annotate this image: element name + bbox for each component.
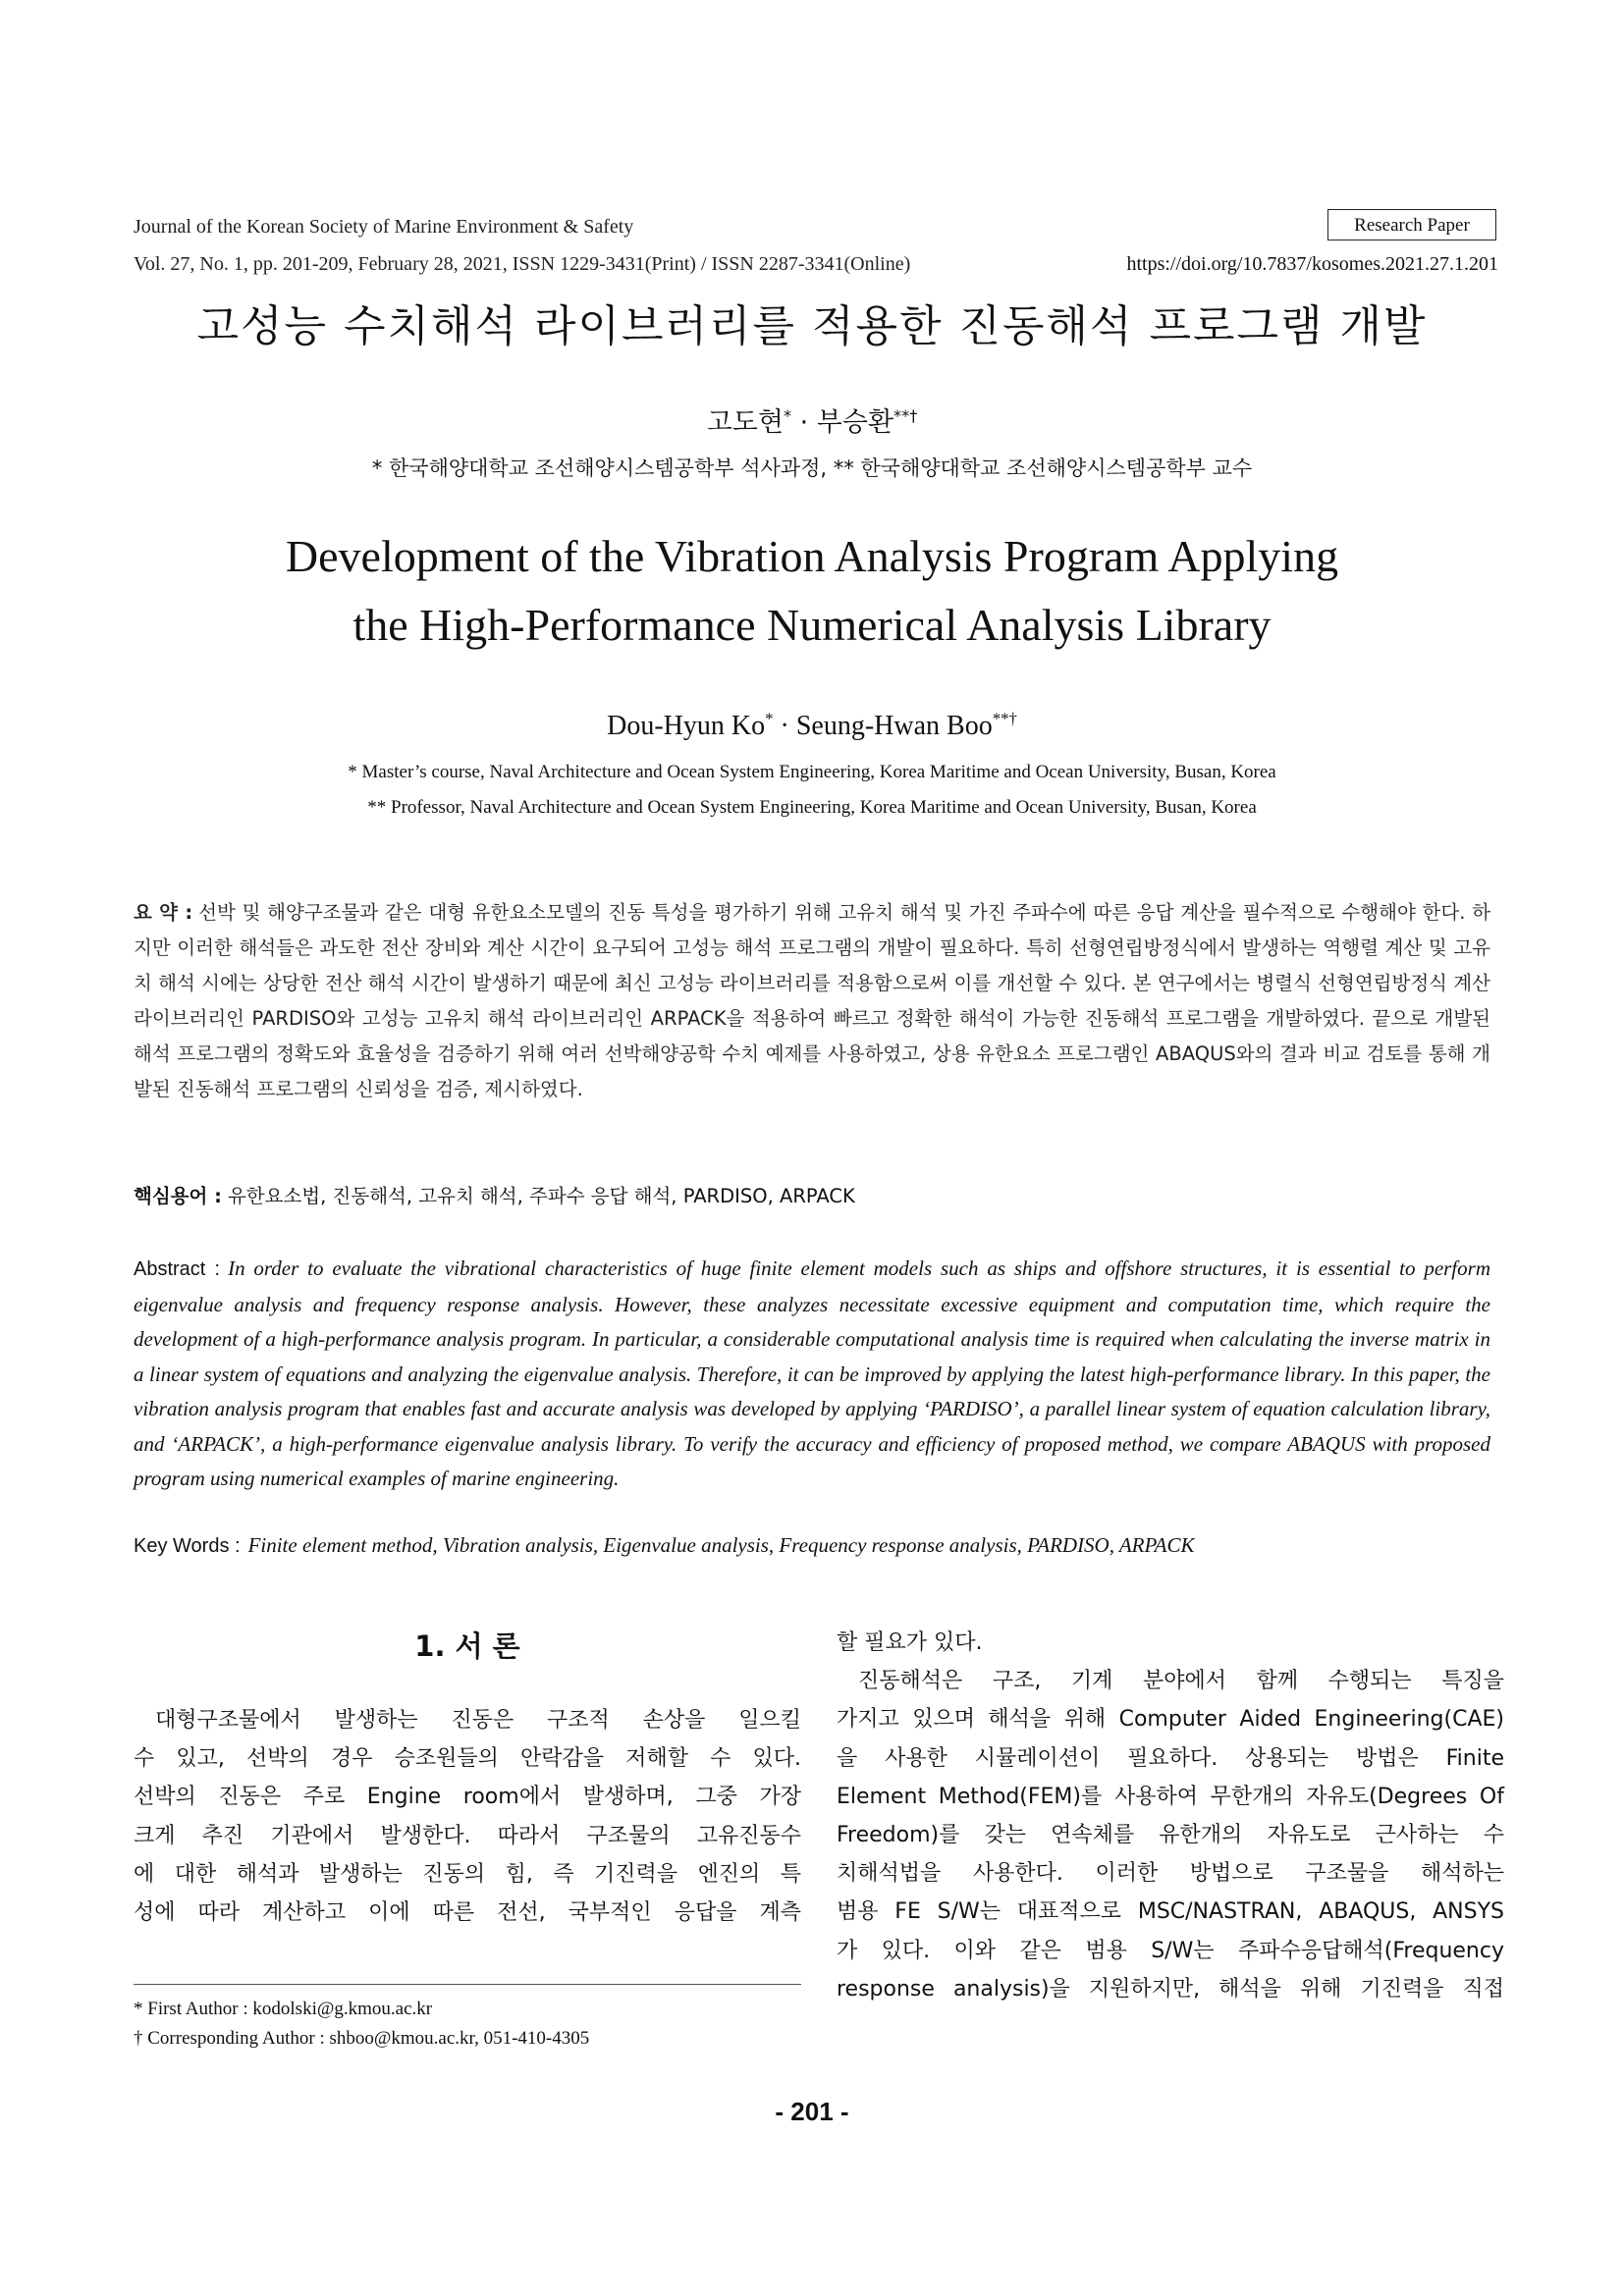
author-2-ko: 부승환 (816, 407, 894, 438)
english-abstract-label: Abstract : (134, 1258, 221, 1280)
doi-link[interactable]: https://doi.org/10.7837/kosomes.2021.27.1.201 (1126, 253, 1498, 275)
body-line: 수 있고, 선박의 경우 승조원들의 안락감을 저해할 수 있다. (134, 1746, 801, 1772)
footnote-first-author: * First Author : kodolski@g.kmou.ac.kr (134, 1999, 433, 2019)
english-keywords (134, 1533, 1490, 1558)
korean-abstract (134, 895, 1490, 1107)
body-column-right (837, 1624, 1504, 2008)
english-abstract-text: In order to evaluate the vibrational characteristics of huge finite element models such as ships and offshore structures, it is essential to perform eigenvalue analysis and frequency response analysis. However, these analyzes necessitate excessive equipment and computation time, which require the development of a high-performance analysis program. In particular, a considerable computational analysis time is required when calculating the inverse matrix in a linear system of equations and analyzing the eigenvalue analysis. Therefore, it can be improved by applying the latest high-performance library. In this paper, the vibration analysis program that enables fast and accurate analysis was developed by applying ‘PARDISO’, a parallel linear system of equation calculation library, and ‘ARPACK’, a high-performance eigenvalue analysis library. To verify the accuracy and efficiency of proposed method, we compare ABAQUS with proposed program using numerical examples of marine engineering. (134, 1256, 1490, 1490)
english-title-line-1: Development of the Vibration Analysis Program Applying (285, 531, 1339, 581)
author-2-en-mark: **† (992, 709, 1017, 728)
footnote-corresponding-author: † Corresponding Author : shboo@kmou.ac.kr, 051-410-4305 (134, 2028, 590, 2049)
english-affiliation-2: ** Professor, Naval Architecture and Ocean System Engineering, Korea Maritime and Ocean University, Busan, Korea (367, 797, 1257, 818)
korean-title: 고성능 수치해석 라이브러리를 적용한 진동해석 프로그램 개발 (196, 301, 1428, 351)
body-line: Element Method(FEM)를 사용하여 무한개의 자유도(Degrees Of (837, 1784, 1504, 1809)
body-line: 성에 따라 계산하고 이에 따른 전선, 국부적인 응답을 계측 (134, 1900, 801, 1926)
author-1-en: Dou-Hyun Ko (607, 711, 766, 741)
footnote-divider (134, 1984, 801, 1985)
korean-abstract-text: 선박 및 해양구조물과 같은 대형 유한요소모델의 진동 특성을 평가하기 위해 고유치 해석 및 가진 주파수에 따른 응답 계산을 필수적으로 수행해야 한다. 하지만 이러한 해석들은 과도한 전산 장비와 계산 시간이 요구되어 고성능 해석 프로그램의 개발이 필요하다. 특히 선형연립방정식에서 발생하는 역행렬 계산 및 고유치 해석 시에는 상당한 전산 해석 시간이 발생하기 때문에 최신 고성능 라이브러리를 적용함으로써 이를 개선할 수 있다. 본 연구에서는 병렬식 선형연립방정식 계산 라이브러리인 PARDISO와 고성능 고유치 해석 라이브러리인 ARPACK을 적용하여 빠르고 정확한 해석이 가능한 진동해석 프로그램을 개발하였다. 끝으로 개발된 해석 프로그램의 정확도와 효율성을 검증하기 위해 여러 선박해양공학 수치 예제를 사용하였고, 상용 유한요소 프로그램인 ABAQUS와의 결과 비교 검토를 통해 개발된 진동해석 프로그램의 신뢰성을 검증, 제시하였다. (134, 901, 1490, 1100)
page-number: - 201 - (775, 2097, 849, 2126)
body-line: 가지고 있으며 해석을 위해 Computer Aided Engineering(CAE) (837, 1707, 1504, 1733)
body-line: 범용 FE S/W는 대표적으로 MSC/NASTRAN, ABAQUS, ANSYS (837, 1899, 1504, 1925)
body-line: 치해석법을 사용한다. 이러한 방법으로 구조물을 해석하는 (837, 1861, 1504, 1887)
body-line: 선박의 진동은 주로 Engine room에서 발생하며, 그중 가장 (134, 1785, 801, 1810)
author-separator-en: · (773, 711, 796, 741)
english-affiliation-1: * Master’s course, Naval Architecture and Ocean System Engineering, Korea Maritime and Ocean University, Busan, Korea (348, 762, 1276, 782)
body-line: Freedom)를 갖는 연속체를 유한개의 자유도로 근사하는 수 (837, 1823, 1504, 1848)
author-separator-ko: · (791, 407, 817, 438)
article-type-badge: Research Paper (1327, 209, 1496, 240)
body-line: 에 대한 해석과 발생하는 진동의 힘, 즉 기진력을 엔진의 특 (134, 1861, 801, 1887)
english-abstract (134, 1252, 1490, 1497)
journal-name: Journal of the Korean Society of Marine Environment & Safety (134, 216, 634, 238)
author-1-en-mark: * (765, 709, 774, 728)
english-authors (0, 711, 1624, 742)
korean-keywords (134, 1181, 1490, 1208)
body-line: 진동해석은 구조, 기계 분야에서 함께 수행되는 특징을 (858, 1669, 1504, 1694)
author-2-en: Seung-Hwan Boo (795, 711, 993, 741)
korean-keywords-text: 유한요소법, 진동해석, 고유치 해석, 주파수 응답 해석, PARDISO, ARPACK (227, 1185, 855, 1207)
english-keywords-label: Key Words : (134, 1535, 241, 1557)
body-line: 대형구조물에서 발생하는 진동은 구조적 손상을 일으킬 (155, 1708, 801, 1733)
author-1-ko: 고도현 (706, 407, 784, 438)
korean-abstract-label: 요 약 : (134, 901, 193, 924)
korean-keywords-label: 핵심용어 : (134, 1185, 222, 1207)
english-keywords-text: Finite element method, Vibration analysis, Eigenvalue analysis, Frequency response analysis, PARDISO, ARPACK (247, 1533, 1195, 1557)
author-1-ko-mark: * (783, 406, 792, 425)
korean-authors (0, 400, 1624, 439)
body-line: response analysis)을 지원하지만, 해석을 위해 기진력을 직접 (837, 1976, 1504, 2002)
body-line: 을 사용한 시뮬레이션이 필요하다. 상용되는 방법은 Finite (837, 1745, 1504, 1771)
body-line: 크게 추진 기관에서 발생한다. 따라서 구조물의 고유진동수 (134, 1823, 801, 1848)
section-heading-introduction: 1. 서 론 (414, 1629, 520, 1663)
english-title-line-2: the High-Performance Numerical Analysis Library (352, 600, 1272, 650)
body-line: 할 필요가 있다. (837, 1630, 983, 1655)
volume-info: Vol. 27, No. 1, pp. 201-209, February 28, 2021, ISSN 1229-3431(Print) / ISSN 2287-3341(Online) (134, 253, 911, 275)
author-2-ko-mark: **† (893, 406, 918, 425)
body-column-left (134, 1701, 801, 1932)
korean-affiliation: * 한국해양대학교 조선해양시스템공학부 석사과정, ** 한국해양대학교 조선해양시스템공학부 교수 (371, 456, 1253, 480)
body-line: 가 있다. 이와 같은 범용 S/W는 주파수응답해석(Frequency (837, 1938, 1504, 1963)
